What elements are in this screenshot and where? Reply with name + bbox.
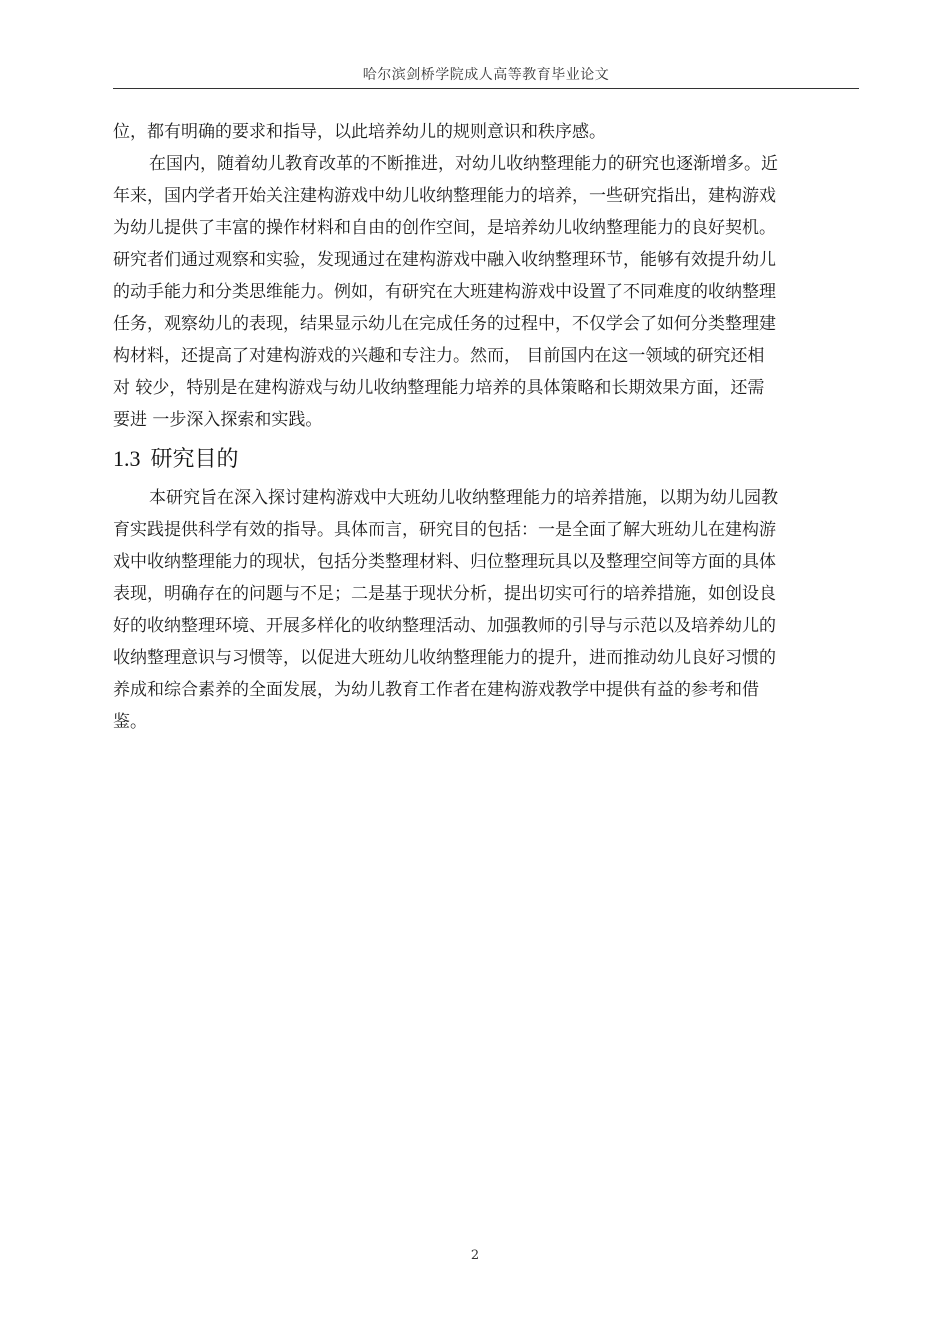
paragraph-line: 养成和综合素养的全面发展，为幼儿教育工作者在建构游戏教学中提供有益的参考和借: [113, 680, 759, 700]
section-number: 1.3: [113, 446, 141, 471]
paragraph-line: 戏中收纳整理能力的现状，包括分类整理材料、归位整理玩具以及整理空间等方面的具体: [113, 552, 776, 572]
paragraph-continuation: [113, 116, 859, 148]
paragraph-line: 育实践提供科学有效的指导。具体而言，研究目的包括：一是全面了解大班幼儿在建构游: [113, 520, 776, 540]
section-heading: [113, 436, 859, 482]
paragraph-line: 年来，国内学者开始关注建构游戏中幼儿收纳整理能力的培养，一些研究指出，建构游戏: [113, 186, 776, 206]
header-title: 哈尔滨剑桥学院成人高等教育毕业论文: [362, 67, 610, 83]
paragraph-research-purpose: [113, 482, 859, 738]
paragraph-line: 表现，明确存在的问题与不足；二是基于现状分析，提出切实可行的培养措施，如创设良: [113, 584, 776, 604]
page-header: [113, 58, 859, 89]
paragraph-line: 构材料，还提高了对建构游戏的兴趣和专注力。然而， 目前国内在这一领域的研究还相: [113, 346, 765, 366]
paragraph-line: 收纳整理意识与习惯等，以促进大班幼儿收纳整理能力的提升，进而推动幼儿良好习惯的: [113, 648, 776, 668]
paragraph-line: 位，都有明确的要求和指导，以此培养幼儿的规则意识和秩序感。: [113, 122, 606, 142]
paragraph-line: 为幼儿提供了丰富的操作材料和自由的创作空间，是培养幼儿收纳整理能力的良好契机。: [113, 218, 776, 238]
paragraph-line: 对 较少，特别是在建构游戏与幼儿收纳整理能力培养的具体策略和长期效果方面，还需: [113, 378, 765, 398]
paragraph-domestic-research: [113, 148, 859, 436]
section-title: 研究目的: [150, 447, 239, 472]
paragraph-line: 好的收纳整理环境、开展多样化的收纳整理活动、加强教师的引导与示范以及培养幼儿的: [113, 616, 776, 636]
paragraph-line: 在国内，随着幼儿教育改革的不断推进，对幼儿收纳整理能力的研究也逐渐增多。近: [149, 154, 778, 174]
paragraph-line: 本研究旨在深入探讨建构游戏中大班幼儿收纳整理能力的培养措施，以期为幼儿园教: [149, 488, 778, 508]
paragraph-line: 鉴。: [113, 712, 147, 732]
paragraph-line: 任务，观察幼儿的表现，结果显示幼儿在完成任务的过程中，不仅学会了如何分类整理建: [113, 314, 776, 334]
paragraph-line: 要进 一步深入探索和实践。: [113, 410, 323, 430]
body-text: [113, 116, 859, 738]
paragraph-line: 研究者们通过观察和实验，发现通过在建构游戏中融入收纳整理环节，能够有效提升幼儿: [113, 250, 776, 270]
page-number: 2: [470, 1248, 480, 1263]
paragraph-line: 的动手能力和分类思维能力。例如，有研究在大班建构游戏中设置了不同难度的收纳整理: [113, 282, 776, 302]
